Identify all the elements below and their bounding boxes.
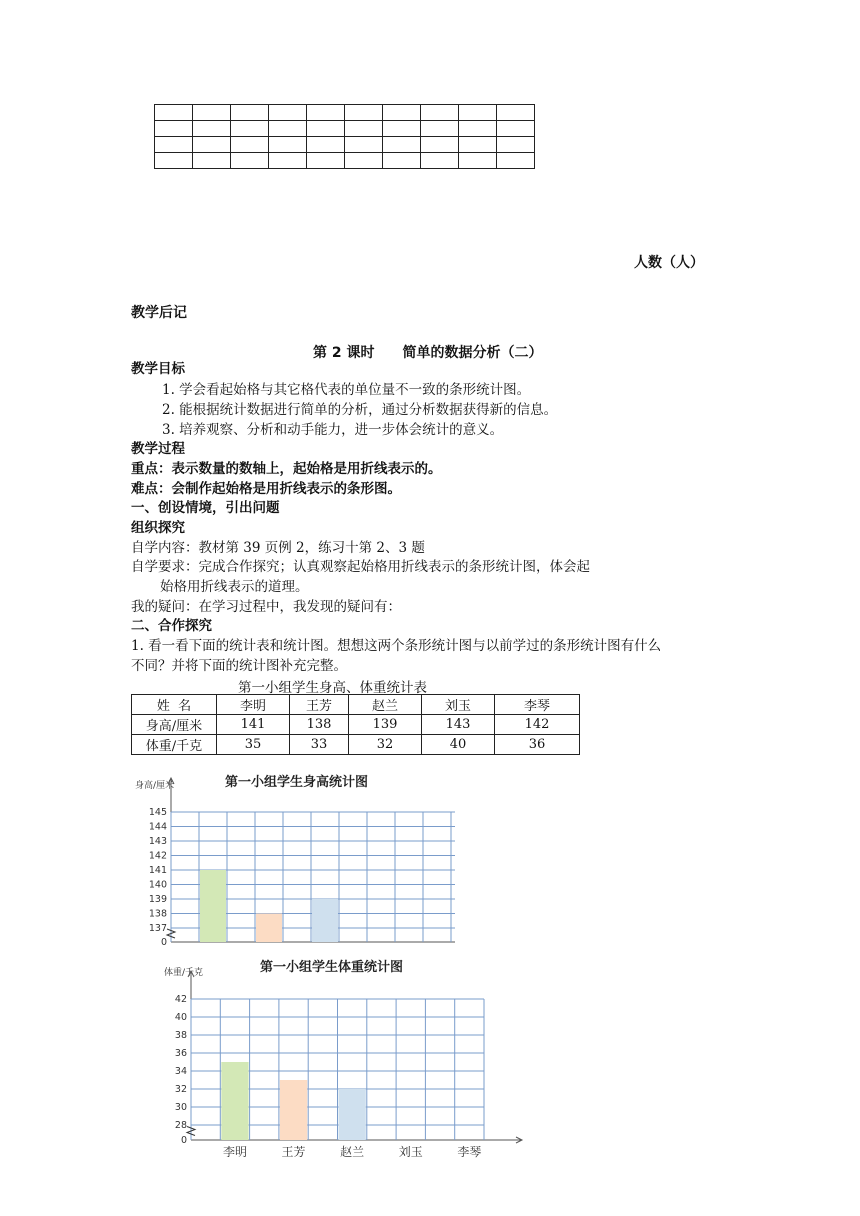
y-tick-label: 42: [174, 994, 187, 1005]
height-bar-chart: [130, 768, 470, 948]
table-cell: 35: [217, 735, 290, 755]
y-tick-label: 32: [174, 1084, 187, 1095]
bar: [312, 899, 338, 942]
x-tick-label: 赵兰: [340, 1145, 365, 1159]
postscript-heading: 教学后记: [131, 305, 187, 321]
y-tick-label: 144: [148, 821, 167, 833]
table-cell: 33: [290, 735, 349, 755]
objective-1: 1. 学会看起始格与其它格代表的单位量不一致的条形统计图。: [162, 382, 531, 398]
table-header-cell: 姓 名: [132, 695, 217, 715]
difficult-point: 难点：会制作起始格是用折线表示的条形图。: [131, 481, 401, 497]
bar: [280, 1080, 307, 1140]
task-line-2: 不同？并将下面的统计图补充完整。: [131, 658, 347, 674]
y-axis-label: 身高/厘米: [135, 781, 175, 791]
self-study-req-1: 自学要求：完成合作探究；认真观察起始格用折线表示的条形统计图，体会起: [131, 559, 590, 575]
table-row: [132, 735, 580, 755]
my-question: 我的疑问：在学习过程中，我发现的疑问有：: [131, 599, 401, 615]
table-cell: 32: [349, 735, 422, 755]
y-tick-label: 36: [174, 1048, 187, 1059]
x-tick-label: 王芳: [281, 1145, 306, 1159]
lesson-title: 第 2 课时 简单的数据分析（二）: [313, 345, 543, 361]
section-2-heading: 二、合作探究: [131, 618, 212, 634]
axis-break-icon: [187, 1127, 195, 1136]
bar: [256, 914, 282, 943]
organize-heading: 组织探究: [131, 520, 185, 536]
table-cell: 138: [290, 715, 349, 735]
x-tick-label: 李琴: [457, 1145, 482, 1159]
y-tick-label: 142: [148, 850, 167, 862]
y-tick-label: 145: [148, 807, 167, 818]
y-tick-label: 137: [148, 923, 167, 934]
y-tick-label: 0: [160, 937, 167, 948]
table-cell: 36: [495, 735, 580, 755]
y-tick-label: 141: [148, 865, 167, 876]
table-header-cell: 赵兰: [349, 695, 422, 715]
table-row: [132, 715, 580, 735]
y-tick-label: 30: [174, 1102, 187, 1113]
x-tick-label: 李明: [222, 1145, 247, 1159]
bar: [200, 870, 226, 942]
table-cell: 139: [349, 715, 422, 735]
chart-title: 第一小组学生身高统计图: [225, 775, 369, 790]
table-header-row: [132, 695, 580, 715]
objective-2: 2. 能根据统计数据进行简单的分析，通过分析数据获得新的信息。: [162, 402, 558, 418]
y-axis-label: 体重/千克: [164, 968, 204, 978]
y-tick-label: 40: [174, 1012, 187, 1023]
blank-grid: [154, 104, 535, 169]
table-header-cell: 李琴: [495, 695, 580, 715]
weight-bar-chart: [160, 955, 540, 1170]
objective-3: 3. 培养观察、分析和动手能力，进一步体会统计的意义。: [162, 422, 504, 438]
table-cell: 141: [217, 715, 290, 735]
y-tick-label: 34: [174, 1066, 187, 1077]
self-study-content: 自学内容：教材第 39 页例 2，练习十第 2、3 题: [131, 540, 425, 556]
table-header-cell: 李明: [217, 695, 290, 715]
y-tick-label: 143: [148, 836, 167, 847]
y-tick-label: 139: [148, 894, 167, 905]
y-tick-label: 138: [148, 908, 167, 920]
y-tick-label: 28: [174, 1120, 187, 1131]
process-heading: 教学过程: [131, 441, 185, 457]
table-cell: 体重/千克: [132, 735, 217, 755]
table-title: 第一小组学生身高、体重统计表: [238, 680, 427, 696]
objectives-heading: 教学目标: [131, 361, 185, 377]
section-1-heading: 一、创设情境，引出问题: [131, 500, 280, 516]
y-tick-label: 38: [174, 1030, 187, 1041]
chart-title: 第一小组学生体重统计图: [260, 960, 404, 975]
table-cell: 143: [422, 715, 495, 735]
axis-break-icon: [167, 929, 175, 938]
x-tick-label: 刘玉: [398, 1145, 423, 1159]
unit-label: 人数（人）: [634, 255, 704, 271]
key-point: 重点：表示数量的数轴上，起始格是用折线表示的。: [131, 461, 442, 477]
table-cell: 身高/厘米: [132, 715, 217, 735]
bar: [221, 1062, 248, 1140]
table-header-cell: 王芳: [290, 695, 349, 715]
task-line-1: 1. 看一看下面的统计表和统计图。想想这两个条形统计图与以前学过的条形统计图有什么: [131, 638, 662, 654]
y-tick-label: 0: [180, 1135, 187, 1146]
table-cell: 40: [422, 735, 495, 755]
table-cell: 142: [495, 715, 580, 735]
y-tick-label: 140: [148, 879, 167, 891]
self-study-req-2: 始格用折线表示的道理。: [160, 579, 309, 595]
height-weight-table: [131, 694, 580, 755]
table-header-cell: 刘玉: [422, 695, 495, 715]
bar: [339, 1089, 366, 1140]
